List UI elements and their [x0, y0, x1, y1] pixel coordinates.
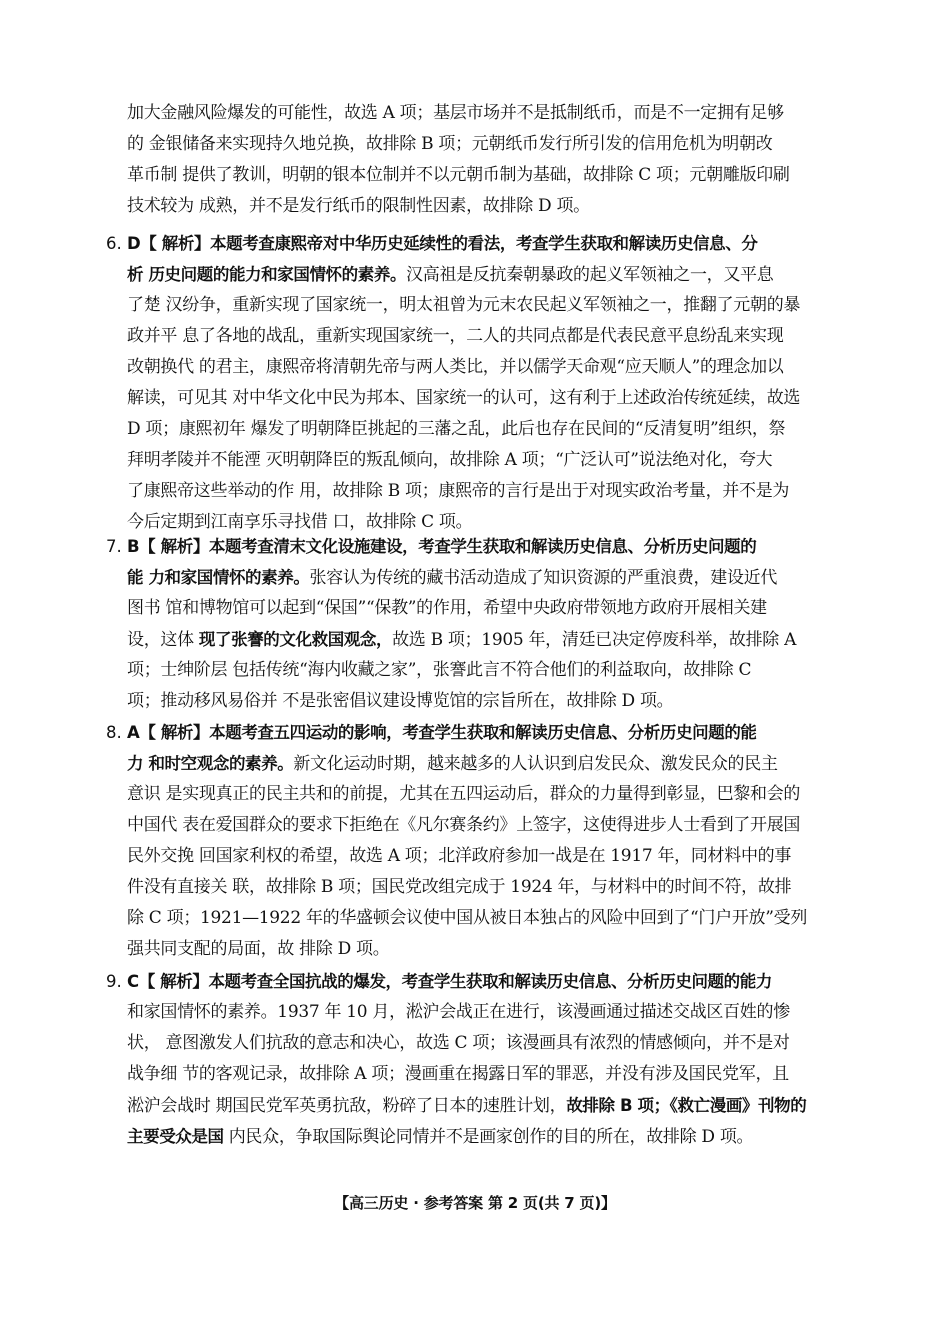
bold-text: 能 力和家国情怀的素养。	[127, 568, 310, 587]
question-number: 9.	[106, 972, 122, 991]
text-line	[127, 1028, 866, 1059]
text-line	[127, 655, 866, 686]
text-line	[127, 779, 866, 810]
text-segment: 设，这体	[127, 630, 199, 650]
text-line	[127, 966, 866, 997]
text-line	[127, 352, 866, 383]
text-segment: 今后定期到江南享乐寻找借 口，故排除 C 项。	[127, 512, 473, 532]
question-number: 6.	[106, 234, 122, 253]
text-segment: 张容认为传统的藏书活动造成了知识资源的严重浪费，建设近代	[309, 568, 778, 588]
text-line	[127, 934, 866, 965]
text-segment: 件没有直接关 联，故排除 B 项；国民党改组完成于 1924 年，与材料中的时间不符，故排	[127, 877, 792, 897]
bold-text: C【 解析】本题考查全国抗战的爆发，考查学生获取和解读历史信息、分析历史问题的能力	[127, 972, 772, 991]
question-9	[106, 966, 866, 1152]
text-segment: 强共同支配的局面，故 排除 D 项。	[127, 939, 390, 959]
text-line	[127, 903, 866, 934]
text-segment: 革币制 提供了教训，明朝的银本位制并不以元朝币制为基础，故排除 C 项；元朝雕版印刷	[127, 165, 790, 185]
text-line	[127, 810, 866, 841]
text-segment: 汉高祖是反抗秦朝暴政的起义军领袖之一，又平息	[406, 265, 774, 285]
text-segment: 项；士绅阶层 包括传统“海内收藏之家”，张謇此言不符合他们的利益取向，故排除 C	[127, 660, 752, 680]
bold-text: 故排除 B 项；《救亡漫画》刊物的	[566, 1096, 807, 1115]
text-segment: 政并平 息了各地的战乱，重新实现国家统一，二人的共同点都是代表民意平息纷乱来实现	[127, 326, 784, 346]
text-line	[127, 997, 866, 1028]
text-segment: 和家国情怀的素养。1937 年 10 月，淞沪会战正在进行，该漫画通过描述交战区百姓的惨	[127, 1002, 790, 1022]
text-segment: 图书 馆和博物馆可以起到“保国”“保教”的作用，希望中央政府带领地方政府开展相关建	[127, 598, 767, 618]
text-line	[127, 228, 866, 259]
question-8	[106, 717, 866, 965]
text-segment: 民外交挽 回国家利权的希望，故选 A 项；北洋政府参加一战是在 1917 年，同材料中的事	[127, 846, 792, 866]
text-line	[127, 476, 866, 507]
text-line	[127, 686, 866, 717]
answer-explanation	[127, 531, 866, 717]
text-segment: 淞沪会战时 期国民党军英勇抗敌，粉碎了日本的速胜计划，	[127, 1096, 567, 1116]
text-segment: 故选 B 项；1905 年，清廷已决定停废科举，故排除 A	[392, 630, 797, 650]
bold-text: 主要受众是国	[127, 1127, 224, 1146]
text-segment: 状， 意图激发人们抗敌的意志和决心，故选 C 项；该漫画具有浓烈的情感倾向，并不是对	[127, 1033, 790, 1053]
text-line	[127, 872, 866, 903]
text-line	[127, 129, 855, 160]
question-7	[106, 531, 866, 717]
bold-text: B【 解析】本题考查清末文化设施建设，考查学生获取和解读历史信息、分析历史问题的	[127, 537, 757, 556]
text-segment: 加大金融风险爆发的可能性，故选 A 项；基层市场并不是抵制纸币，而是不一定拥有足够	[127, 103, 784, 123]
text-line	[127, 290, 866, 321]
text-line	[127, 624, 866, 655]
text-line	[127, 191, 855, 222]
bold-text: 析 历史问题的能力和家国情怀的素养。	[127, 265, 407, 284]
text-segment: 技术较为 成熟，并不是发行纸币的限制性因素，故排除 D 项。	[127, 196, 590, 216]
intro-paragraph	[127, 98, 855, 222]
bold-text: D【 解析】本题考查康熙帝对中华历史延续性的看法，考查学生获取和解读历史信息、分	[127, 234, 758, 253]
answer-explanation	[127, 966, 866, 1152]
text-segment: 项；推动移风易俗并 不是张密倡议建设博览馆的宗旨所在，故排除 D 项。	[127, 691, 674, 711]
text-segment: 改朝换代 的君主，康熙帝将清朝先帝与两人类比，并以儒学天命观“应天顺人”的理念加以	[127, 357, 784, 377]
bold-text: 现了张謇的文化救国观念，	[198, 630, 393, 649]
text-line	[127, 531, 866, 562]
text-line	[127, 160, 855, 191]
text-segment: 了康熙帝这些举动的作 用，故排除 B 项；康熙帝的言行是出于对现实政治考量，并不是为	[127, 481, 790, 501]
text-line	[127, 445, 866, 476]
text-segment: 解读，可见其 对中华文化中民为邦本、国家统一的认可，这有利于上述政治传统延续，故选	[127, 388, 801, 408]
text-segment: 的 金银储备来实现持久地兑换，故排除 B 项；元朝纸币发行所引发的信用危机为明朝改	[127, 134, 773, 154]
text-segment: 了楚 汉纷争，重新实现了国家统一，明太祖曾为元末农民起义军领袖之一，推翻了元朝的暴	[127, 295, 801, 315]
text-line	[127, 717, 866, 748]
question-6	[106, 228, 866, 538]
text-line	[127, 1121, 866, 1152]
question-number: 8.	[106, 723, 122, 742]
text-segment: 中国代 表在爱国群众的要求下拒绝在《凡尔赛条约》上签字，这使得进步人士看到了开展国	[127, 815, 801, 835]
page-footer: 【高三历史 · 参考答案 第 2 页(共 7 页)】	[334, 1194, 616, 1212]
text-line	[127, 1059, 866, 1090]
answer-explanation	[127, 717, 866, 965]
text-segment: 内民众，争取国际舆论同情并不是画家创作的目的所在，故排除 D 项。	[223, 1127, 754, 1147]
question-number: 7.	[106, 537, 122, 556]
text-segment: 拜明孝陵并不能湮 灭明朝降臣的叛乱倾向，故排除 A 项；“广泛认可”说法绝对化，夸大	[127, 450, 773, 470]
text-line	[127, 1090, 866, 1121]
text-segment: 除 C 项；1921—1922 年的华盛顿会议使中国从被日本独占的风险中回到了“门户开放”受列	[127, 908, 808, 928]
bold-text: A【 解析】本题考查五四运动的影响，考查学生获取和解读历史信息、分析历史问题的能	[127, 723, 757, 742]
bold-text: 力 和时空观念的素养。	[127, 754, 294, 773]
text-line	[127, 98, 855, 129]
text-line	[127, 259, 866, 290]
text-segment: 新文化运动时期，越来越多的人认识到启发民众、激发民众的民主	[293, 754, 778, 774]
text-line	[127, 383, 866, 414]
text-line	[127, 562, 866, 593]
text-segment: 战争细 节的客观记录，故排除 A 项；漫画重在揭露日军的罪恶，并没有涉及国民党军，且	[127, 1064, 789, 1084]
text-line	[127, 593, 866, 624]
text-line	[127, 748, 866, 779]
text-line	[127, 841, 866, 872]
text-line	[127, 414, 866, 445]
text-line	[127, 321, 866, 352]
text-segment: D 项；康熙初年 爆发了明朝降臣挑起的三藩之乱，此后也存在民间的“反清复明”组织，祭	[127, 419, 786, 439]
answer-explanation	[127, 228, 866, 538]
text-segment: 意识 是实现真正的民主共和的前提，尤其在五四运动后，群众的力量得到彰显，巴黎和会的	[127, 784, 801, 804]
